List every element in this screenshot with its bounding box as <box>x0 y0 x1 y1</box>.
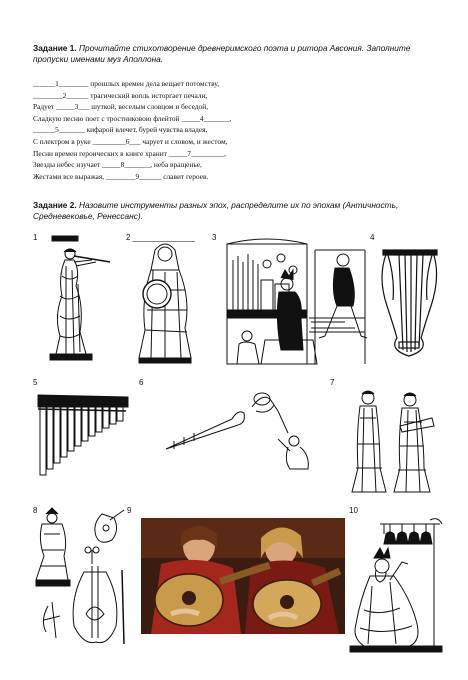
panpipes-icon <box>36 391 136 479</box>
figure-number: 6 <box>139 378 144 387</box>
figure-number: 4 <box>370 233 375 242</box>
minstrels-icon <box>346 388 438 496</box>
tympanum-player-icon <box>133 240 199 366</box>
figure-number: 9 <box>127 506 132 515</box>
task2-label: Задание 2. <box>33 200 77 210</box>
figure-number: 5 <box>33 378 38 387</box>
poem-line: Сладкую песню поет с тростниковою флейтой _____4_______, <box>33 113 232 123</box>
task2-heading <box>33 200 438 222</box>
task1-heading <box>33 43 438 65</box>
organ-scene-icon <box>225 240 370 368</box>
lute-forms-icon <box>34 510 130 650</box>
poem-line: ________2______ трагический вопль исторгает печали, <box>33 90 208 100</box>
renaissance-lute-painting-icon <box>141 518 345 634</box>
poem-line: Жестами все выражая, ________9______ славит героев. <box>33 171 209 181</box>
figure-number: 2 ______________ <box>126 233 195 242</box>
poem-line: Звезды небес изучает _____8_______, неба вращенье, <box>33 160 202 170</box>
figure-number: 3 <box>212 233 217 242</box>
poem-line: Песни времен героических в книге хранит _____7_________, <box>33 148 227 158</box>
figure-number: 10 <box>349 506 358 515</box>
poem-text <box>33 78 433 182</box>
aulos-player-icon <box>40 236 120 366</box>
figure-number: 1 <box>33 233 38 242</box>
lyre-icon <box>375 246 445 364</box>
poem-line: ______5_______ кифарой влечет, бурей чувства владея, <box>33 125 208 135</box>
poem-line: Радует _____3___ шуткой, веселым словцом и беседой, <box>33 102 209 112</box>
task1-label: Задание 1. <box>33 43 77 53</box>
task2-text: Назовите инструменты разных эпох, распределите их по эпохам (Античность, Средневековье, Ренессанс). <box>33 200 399 221</box>
figure-number: 7 <box>330 378 335 387</box>
poem-line: ______1________ прошлых времен дела вещает потомству, <box>33 79 220 88</box>
task1-text: Прочитайте стихотворение древнеримского поэта и ритора Авсония. Заполните пропуски именами муз Аполлона. <box>33 43 411 64</box>
bells-player-icon <box>350 520 442 652</box>
poem-line: С плектром в руке _________6___ чарует и словом, и жестом, <box>33 136 228 146</box>
horns-icon <box>162 389 312 469</box>
figure-number: 8 <box>33 506 38 515</box>
